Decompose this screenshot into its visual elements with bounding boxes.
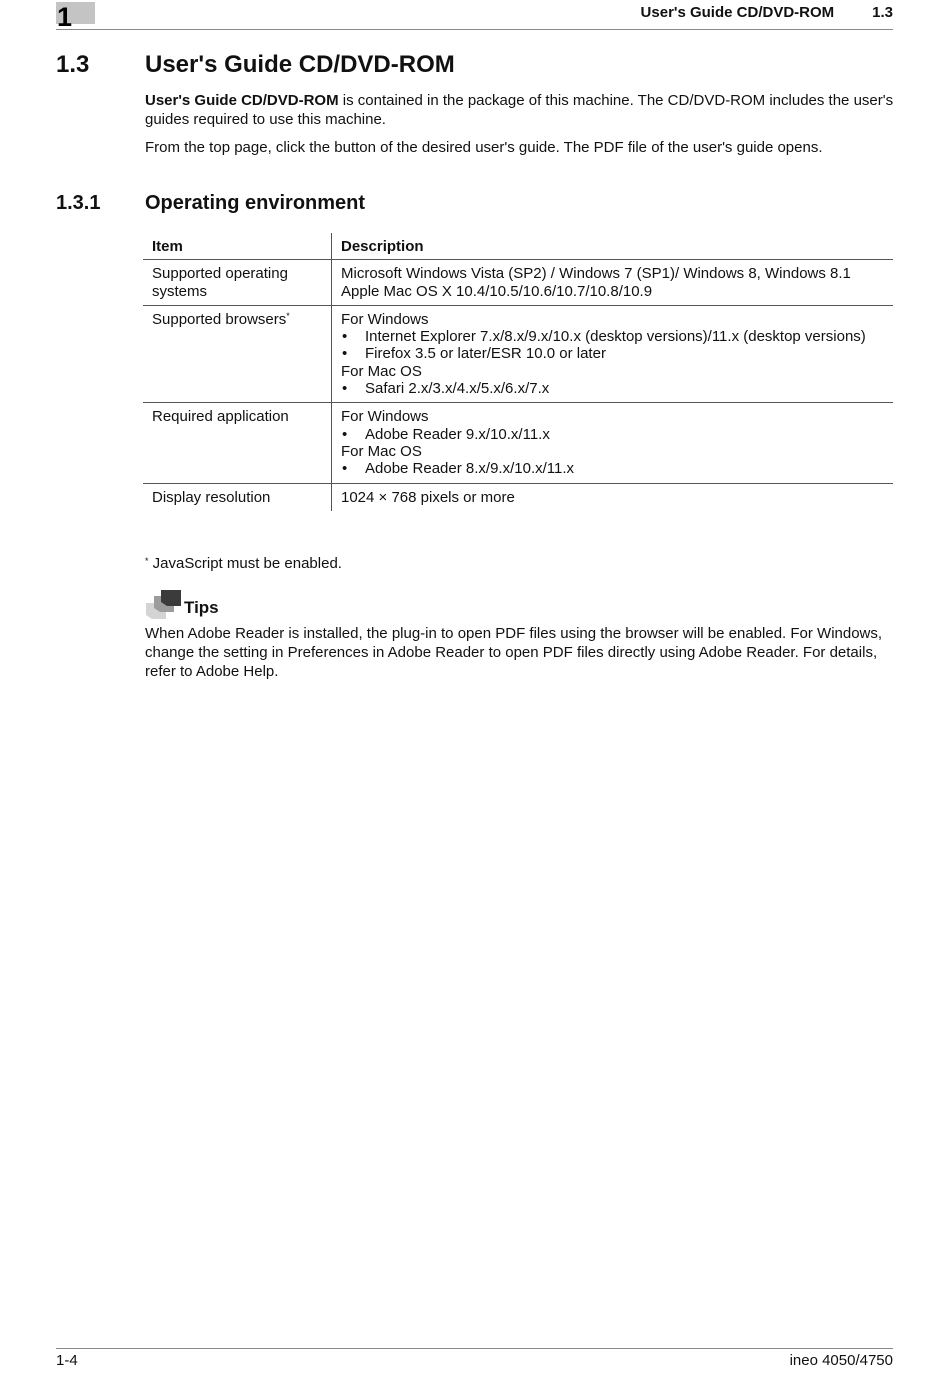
footer-divider <box>56 1348 893 1349</box>
platform-label: For Mac OS <box>341 362 422 380</box>
intro-rest: is contained in the package of this machine. The CD/DVD-ROM includes the user's guides required to use this machine. <box>145 92 894 128</box>
subsection-title: Operating environment <box>145 192 366 214</box>
running-header <box>641 4 893 21</box>
row-description-resolution: 1024 × 768 pixels or more <box>341 488 515 506</box>
list-item <box>341 460 884 477</box>
bullet: • <box>342 425 348 443</box>
row-item-resolution: Display resolution <box>143 483 332 511</box>
bullet: • <box>342 328 348 346</box>
list-item <box>341 426 884 443</box>
table-row <box>143 260 893 306</box>
row-item-os: Supported operating systems <box>143 260 332 306</box>
table-row <box>143 483 893 511</box>
list-item-text: Internet Explorer 7.x/8.x/9.x/10.x (desktop versions)/11.x (desktop versions) <box>365 328 866 346</box>
running-section: 1.3 <box>872 4 893 21</box>
os-line: Apple Mac OS X 10.4/10.5/10.6/10.7/10.8/10.9 <box>341 282 653 300</box>
os-line: Microsoft Windows Vista (SP2) / Windows 7 (SP1)/ Windows 8, Windows 8.1 <box>341 265 851 283</box>
list-item-text: Adobe Reader 9.x/10.x/11.x <box>365 425 550 443</box>
platform-label: For Windows <box>341 310 429 328</box>
list-item-text: Adobe Reader 8.x/9.x/10.x/11.x <box>365 460 575 478</box>
intro-paragraph <box>145 91 895 129</box>
table-header-row <box>143 233 893 260</box>
list-item-text: Firefox 3.5 or later/ESR 10.0 or later <box>365 345 606 363</box>
bullet: • <box>342 345 348 363</box>
row-item-application: Required application <box>143 403 332 483</box>
list-item-text: Safari 2.x/3.x/4.x/5.x/6.x/7.x <box>365 380 550 398</box>
page-number: 1-4 <box>56 1352 78 1369</box>
tips-pages-icon <box>145 589 182 623</box>
footnote-mark: * <box>286 310 290 321</box>
subsection-number: 1.3.1 <box>56 192 101 214</box>
row-description-browsers <box>332 305 894 402</box>
row-item-browsers-label: Supported browsers <box>152 310 287 328</box>
footnote-mark: * <box>145 556 149 566</box>
list-item <box>341 345 884 362</box>
table-row <box>143 305 893 402</box>
list-item <box>341 328 884 345</box>
row-item-browsers <box>143 305 332 402</box>
bullet: • <box>342 380 348 398</box>
instruction-paragraph: From the top page, click the button of the desired user's guide. The PDF file of the user's guide opens. <box>145 139 823 156</box>
operating-environment-table <box>143 233 893 511</box>
footnote-text: JavaScript must be enabled. <box>148 555 342 572</box>
section-title: User's Guide CD/DVD-ROM <box>145 51 455 78</box>
table-row <box>143 403 893 483</box>
bullet: • <box>342 460 348 478</box>
platform-label: For Windows <box>341 408 429 426</box>
row-description-application <box>332 403 894 483</box>
running-title: User's Guide CD/DVD-ROM <box>640 4 835 21</box>
tips-label: Tips <box>184 598 219 617</box>
list-item <box>341 380 884 397</box>
footnote <box>145 553 342 575</box>
tips-text: When Adobe Reader is installed, the plug-in to open PDF files using the browser will be enabled. For Windows, change the setting in Preferences in Adobe Reader to open PDF files directly using Adobe Reader. For details, refer to Adobe Help. <box>145 625 883 680</box>
chapter-number: 1 <box>57 2 73 32</box>
column-header-description: Description <box>341 238 424 255</box>
column-header-item: Item <box>143 233 332 260</box>
row-description-os <box>332 260 894 306</box>
section-number: 1.3 <box>56 51 90 78</box>
header-divider <box>56 29 893 30</box>
intro-bold: User's Guide CD/DVD-ROM <box>145 92 339 109</box>
model-name: ineo 4050/4750 <box>789 1352 893 1369</box>
platform-label: For Mac OS <box>341 442 422 460</box>
